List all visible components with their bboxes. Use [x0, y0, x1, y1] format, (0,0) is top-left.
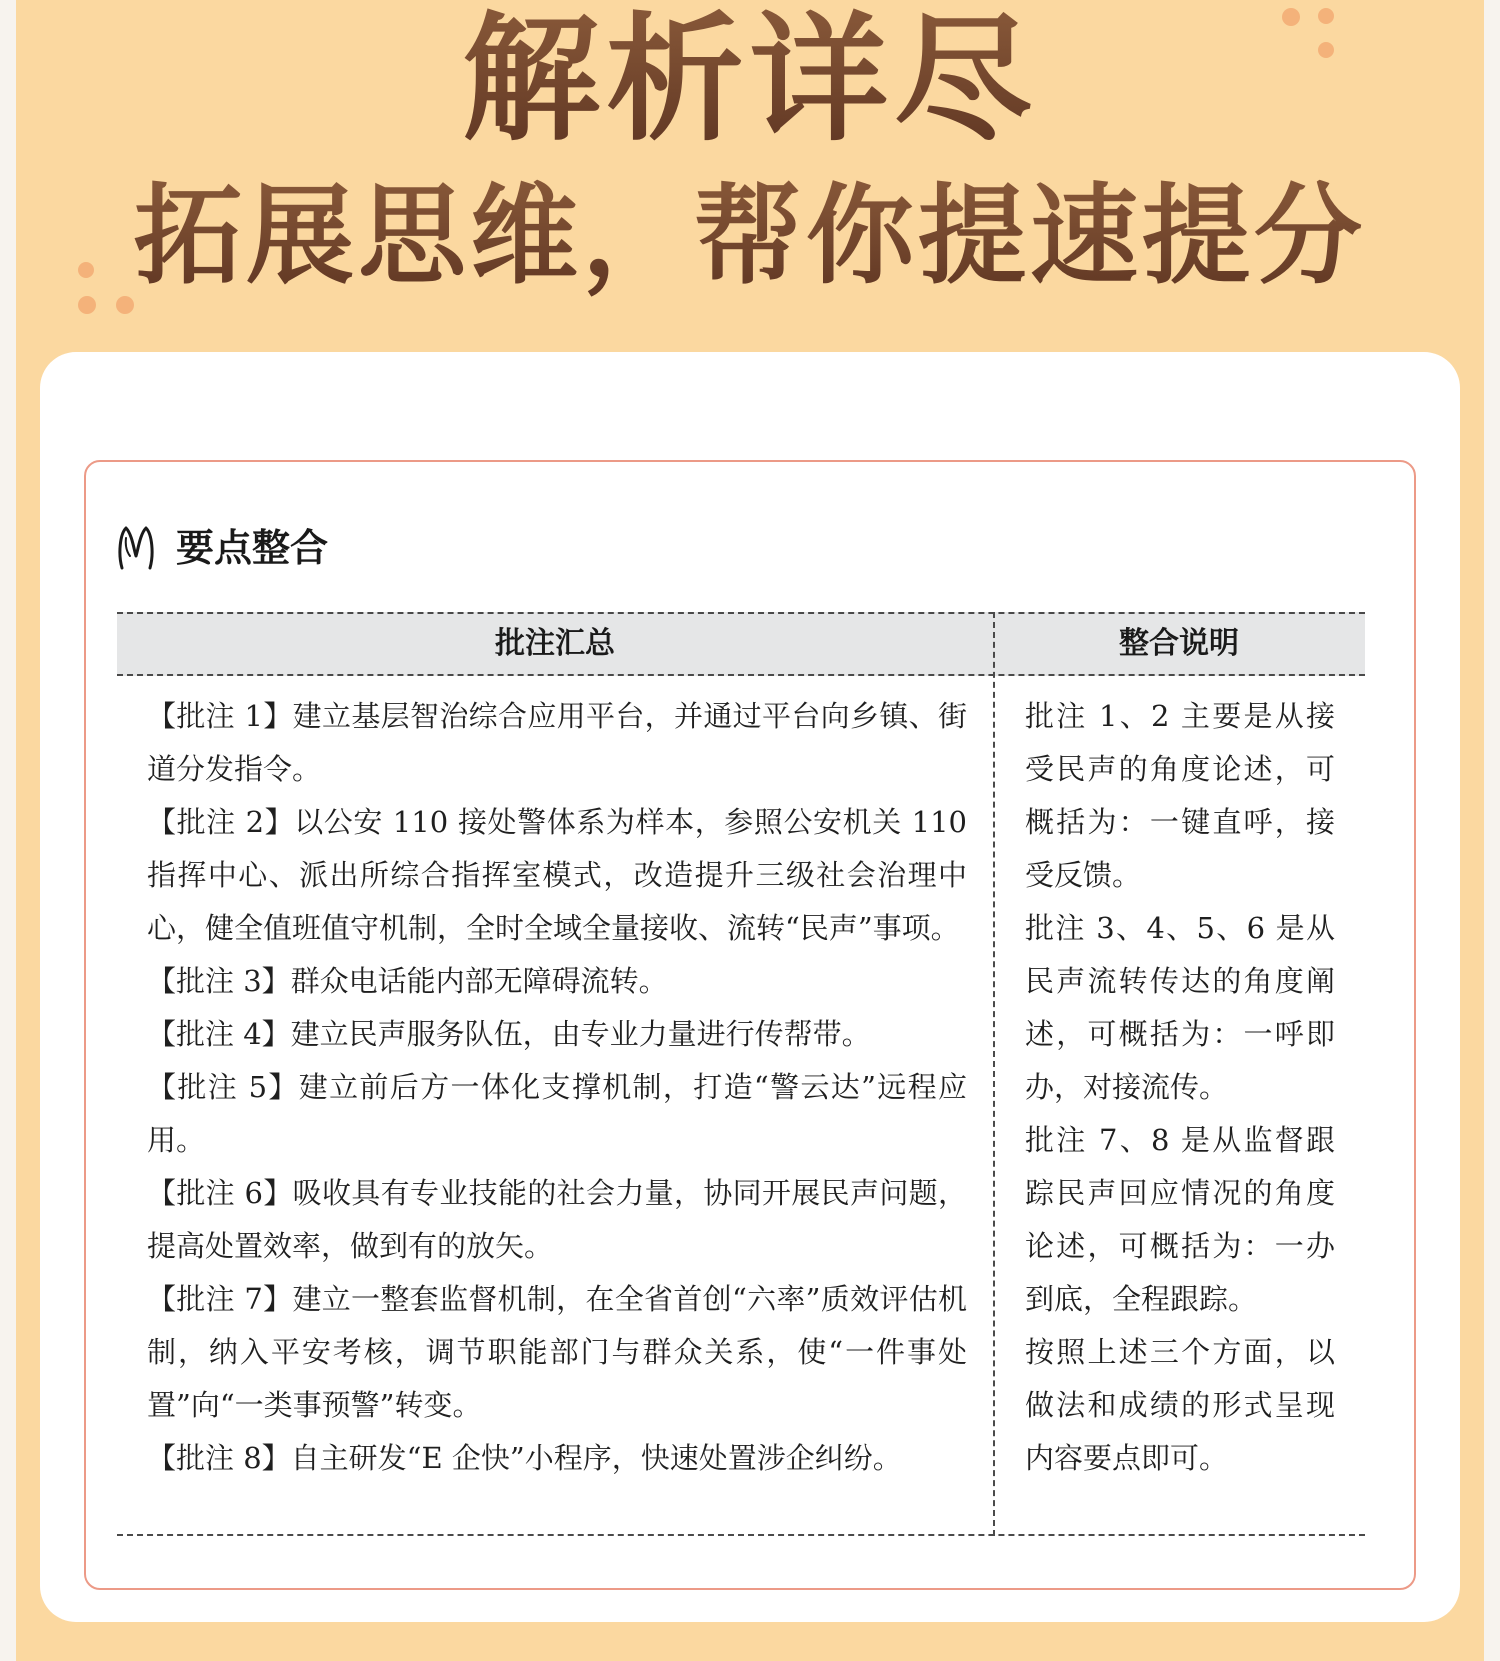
header-explanation: 整合说明: [1119, 626, 1239, 661]
column-divider: [993, 612, 995, 1536]
annotation-entry: 【批注 1】建立基层智治综合应用平台，并通过平台向乡镇、街道分发指令。: [147, 699, 967, 786]
summary-table: [117, 612, 1365, 1536]
header-annotations: 批注汇总: [495, 626, 615, 661]
banner-subtitle: 拓展思维，帮你提速提分: [16, 172, 1484, 302]
explanation-paragraph: 批注 1、2 主要是从接受民声的角度论述，可概括为：一键直呼，接受反馈。: [1025, 699, 1335, 892]
annotation-entry: 【批注 2】以公安 110 接处警体系为样本，参照公安机关 110 指挥中心、派出所综合指挥室模式，改造提升三级社会治理中心，健全值班值守机制，全时全域全量接收、流转“民声”事项。: [147, 805, 967, 945]
banner-title: 解析详尽: [16, 0, 1484, 160]
table-bottom-line: [117, 1534, 1365, 1536]
page-background: [16, 0, 1484, 1661]
explanation-column: [1025, 690, 1335, 1485]
bunny-ears-icon: [116, 524, 156, 572]
explanation-paragraph: 批注 3、4、5、6 是从民声流转传达的角度阐述，可概括为：一呼即办，对接流传。: [1025, 911, 1335, 1104]
explanation-paragraph: 批注 7、8 是从监督跟踪民声回应情况的角度论述，可概括为：一办到底，全程跟踪。: [1025, 1123, 1335, 1316]
annotation-entry: 【批注 8】自主研发“E 企快”小程序，快速处置涉企纠纷。: [147, 1441, 902, 1475]
key-points-box: [84, 460, 1416, 1590]
annotation-entry: 【批注 7】建立一整套监督机制，在全省首创“六率”质效评估机制，纳入平安考核，调节职能部门与群众关系，使“一件事处置”向“一类事预警”转变。: [147, 1282, 967, 1422]
annotation-entry: 【批注 5】建立前后方一体化支撑机制，打造“警云达”远程应用。: [147, 1070, 967, 1157]
explanation-paragraph: 按照上述三个方面，以做法和成绩的形式呈现内容要点即可。: [1025, 1335, 1335, 1475]
content-card: [40, 352, 1460, 1622]
table-header: [117, 612, 1365, 676]
annotation-entry: 【批注 3】群众电话能内部无障碍流转。: [147, 964, 668, 998]
annotation-entry: 【批注 6】吸收具有专业技能的社会力量，协同开展民声问题，提高处置效率，做到有的放矢。: [147, 1176, 967, 1263]
annotation-entry: 【批注 4】建立民声服务队伍，由专业力量进行传帮带。: [147, 1017, 871, 1051]
annotations-column: [147, 690, 967, 1485]
section-title: 要点整合: [176, 526, 329, 570]
